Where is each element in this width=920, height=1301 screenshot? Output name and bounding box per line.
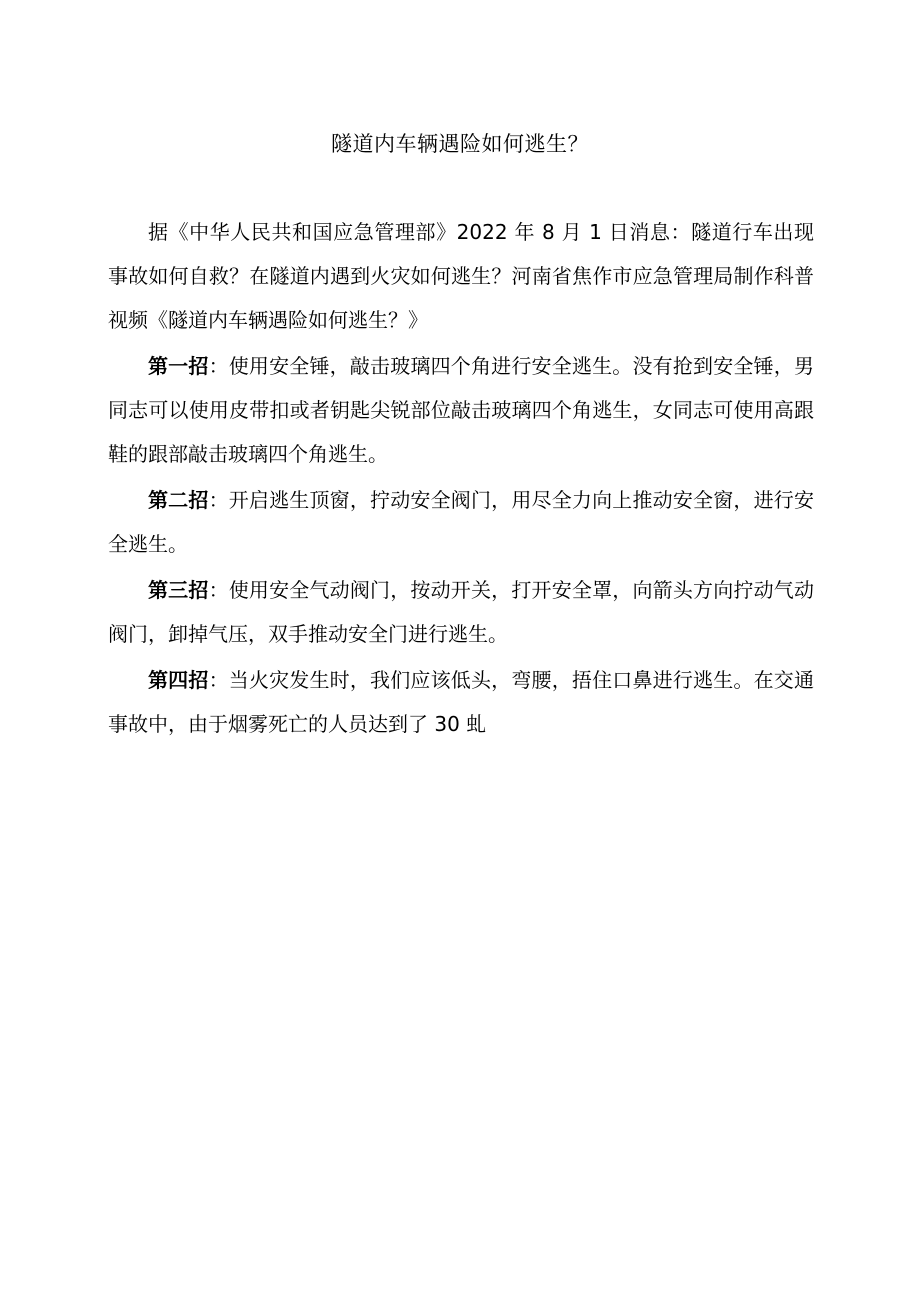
- section-text-1: ：使用安全锤，敲击玻璃四个角进行安全逃生。没有抢到安全锤，男同志可以使用皮带扣或者钥匙尖锐部位敲击玻璃四个角逃生，女同志可使用高跟鞋的跟部敲击玻璃四个角逃生。: [108, 354, 814, 466]
- section-text-4: ：当火灾发生时，我们应该低头，弯腰，捂住口鼻进行逃生。在交通事故中，由于烟雾死亡的人员达到了 30 虬: [108, 668, 814, 736]
- intro-paragraph: 据《中华人民共和国应急管理部》2022 年 8 月 1 日消息：隧道行车出现事故如何自救？在隧道内遇到火灾如何逃生？河南省焦作市应急管理局制作科普视频《隧道内车辆遇险如何逃生？》: [108, 220, 814, 332]
- section-paragraph-2: [108, 478, 814, 566]
- section-text-2: ：开启逃生顶窗，拧动安全阀门，用尽全力向上推动安全窗，进行安全逃生。: [108, 488, 814, 556]
- section-lead-3: 第三招: [148, 578, 209, 602]
- section-paragraph-3: [108, 568, 814, 656]
- document-title: 隧道内车辆遇险如何逃生？: [331, 132, 589, 156]
- section-lead-2: 第二招: [148, 488, 209, 512]
- section-paragraph-1: [108, 344, 814, 476]
- section-paragraph-4: [108, 658, 814, 746]
- section-text-3: ：使用安全气动阀门，按动开关，打开安全罩，向箭头方向拧动气动阀门，卸掉气压，双手推动安全门进行逃生。: [108, 578, 814, 646]
- section-lead-1: 第一招: [148, 354, 209, 378]
- section-lead-4: 第四招: [148, 668, 209, 692]
- document-body: [108, 210, 814, 746]
